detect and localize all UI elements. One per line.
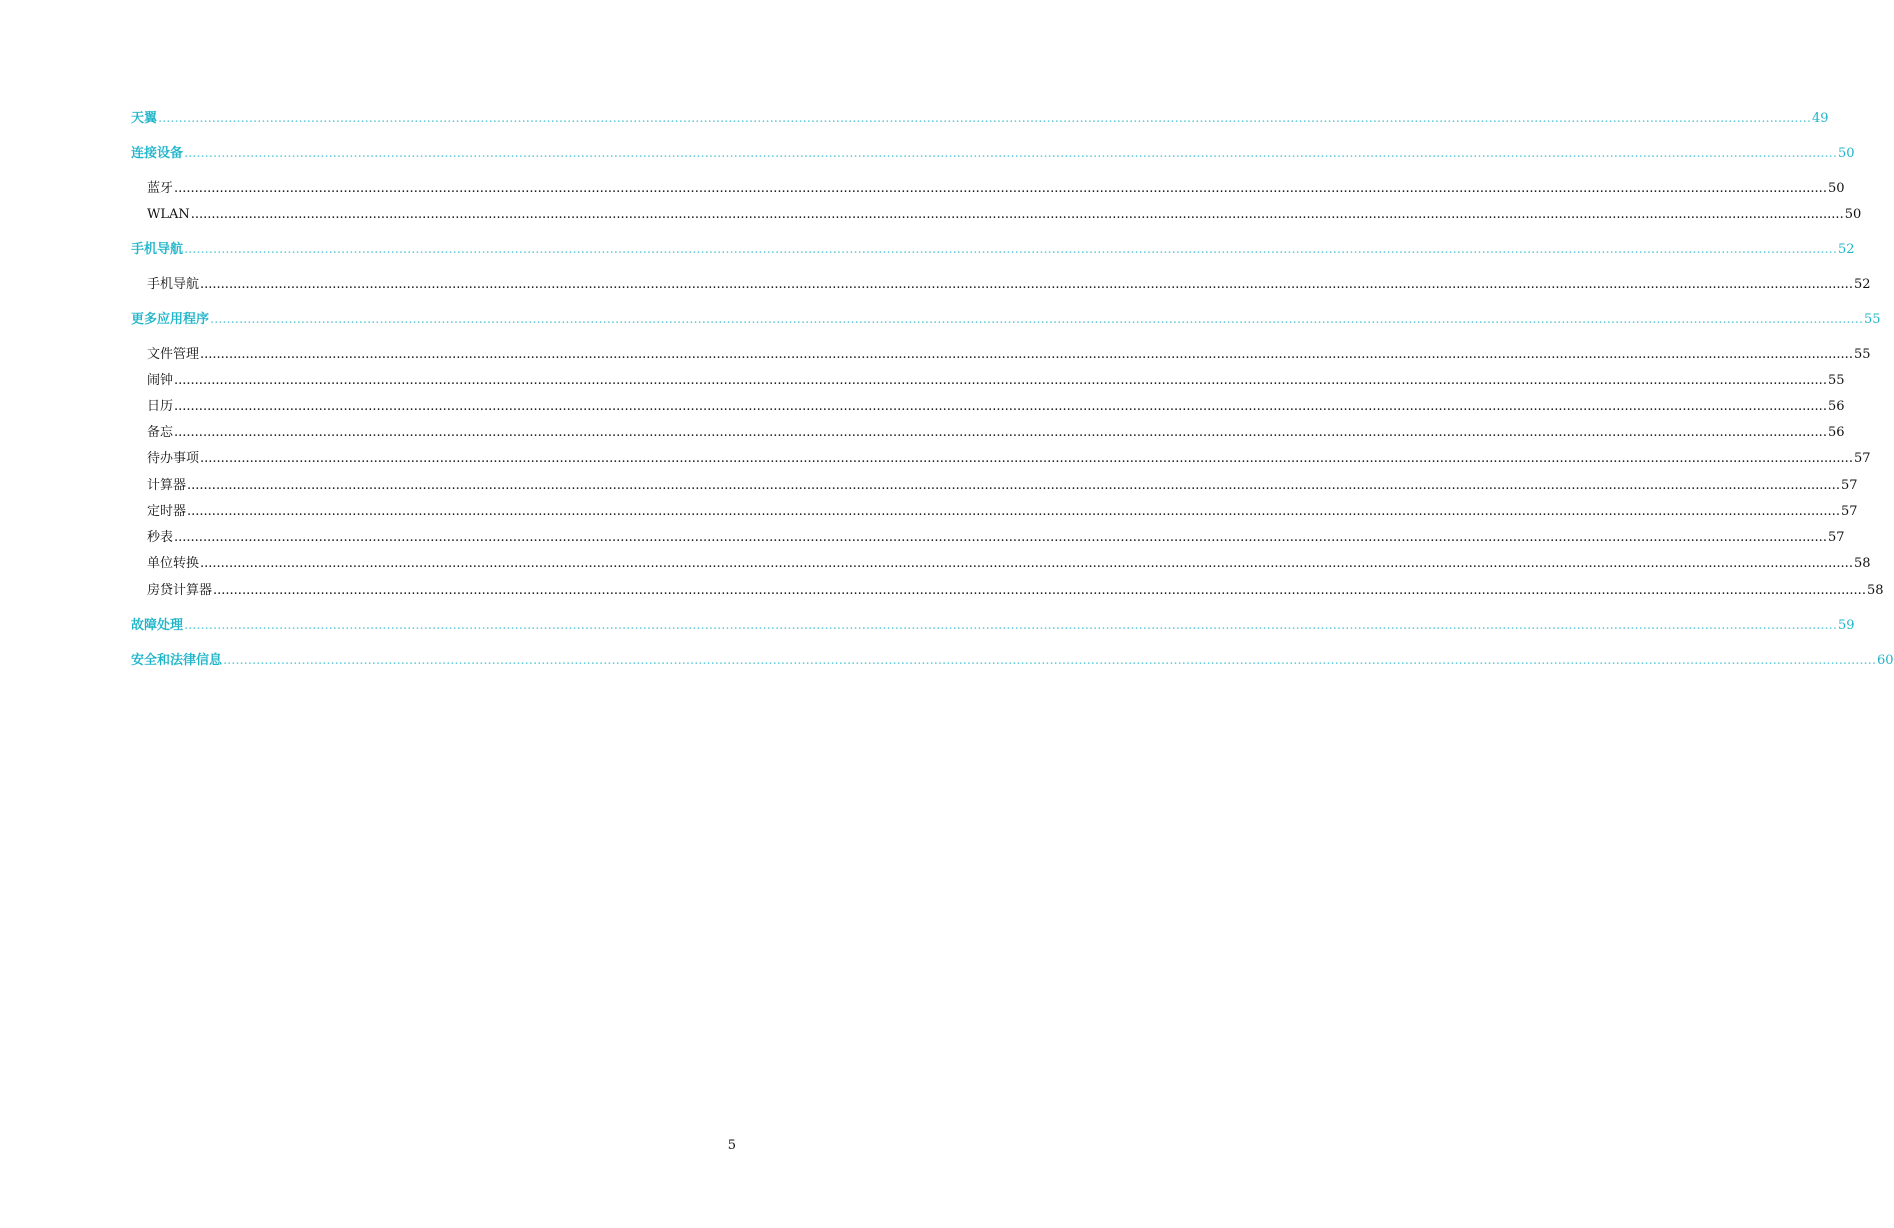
toc-section-entry[interactable]	[131, 312, 1881, 328]
toc-subsection-entry[interactable]	[147, 504, 1858, 520]
toc-dot-leader: ................................................................................................................................................................................................................................................................................................................................................................................................................	[190, 207, 1844, 222]
toc-dot-leader: ................................................................................................................................................................................................................................................................................................................................................................................................................	[187, 504, 1840, 519]
toc-subsection-entry[interactable]	[147, 347, 1871, 363]
toc-dot-leader: ................................................................................................................................................................................................................................................................................................................................................................................................................	[174, 399, 1827, 414]
toc-entry-title: 安全和法律信息	[131, 653, 223, 668]
toc-entry-page: 57	[1853, 451, 1871, 466]
toc-section-entry[interactable]	[131, 618, 1855, 634]
toc-subsection-entry[interactable]	[147, 207, 1862, 223]
toc-entry-page: 52	[1837, 242, 1855, 257]
toc-dot-leader: ................................................................................................................................................................................................................................................................................................................................................................................................................	[184, 146, 1837, 161]
toc-entry-title: 待办事项	[147, 451, 200, 466]
page-number: 5	[727, 1138, 736, 1153]
toc-section-entry[interactable]	[131, 242, 1855, 258]
toc-dot-leader: ................................................................................................................................................................................................................................................................................................................................................................................................................	[187, 478, 1840, 493]
toc-entry-title: 文件管理	[147, 347, 200, 362]
toc-dot-leader: ................................................................................................................................................................................................................................................................................................................................................................................................................	[213, 583, 1866, 598]
toc-entry-title: 连接设备	[131, 146, 184, 161]
toc-dot-leader: ................................................................................................................................................................................................................................................................................................................................................................................................................	[184, 242, 1837, 257]
toc-subsection-entry[interactable]	[147, 277, 1871, 293]
toc-entry-title: 手机导航	[147, 277, 200, 292]
toc-entry-page: 57	[1827, 530, 1845, 545]
toc-subsection-entry[interactable]	[147, 181, 1845, 197]
toc-subsection-entry[interactable]	[147, 583, 1884, 599]
toc-section-entry[interactable]	[131, 653, 1894, 669]
toc-entry-title: 备忘	[147, 425, 174, 440]
toc-dot-leader: ................................................................................................................................................................................................................................................................................................................................................................................................................	[184, 618, 1837, 633]
toc-entry-title: 秒表	[147, 530, 174, 545]
toc-section-entry[interactable]	[131, 111, 1829, 127]
toc-entry-page: 50	[1827, 181, 1845, 196]
toc-entry-page: 56	[1827, 399, 1845, 414]
toc-entry-page: 50	[1844, 207, 1862, 222]
toc-entry-title: 更多应用程序	[131, 312, 210, 327]
toc-entry-page: 49	[1811, 111, 1829, 126]
toc-entry-title: 房贷计算器	[147, 583, 213, 598]
toc-entry-page: 55	[1853, 347, 1871, 362]
toc-entry-page: 59	[1837, 618, 1855, 633]
toc-subsection-entry[interactable]	[147, 399, 1845, 415]
toc-subsection-entry[interactable]	[147, 530, 1845, 546]
toc-entry-title: 故障处理	[131, 618, 184, 633]
toc-section-entry[interactable]	[131, 146, 1855, 162]
toc-entry-page: 58	[1866, 583, 1884, 598]
toc-entry-title: 手机导航	[131, 242, 184, 257]
toc-entry-page: 55	[1827, 373, 1845, 388]
toc-dot-leader: ................................................................................................................................................................................................................................................................................................................................................................................................................	[174, 425, 1827, 440]
toc-dot-leader: ................................................................................................................................................................................................................................................................................................................................................................................................................	[200, 451, 1853, 466]
toc-entry-title: 日历	[147, 399, 174, 414]
toc-entry-page: 52	[1853, 277, 1871, 292]
toc-subsection-entry[interactable]	[147, 425, 1845, 441]
toc-entry-page: 56	[1827, 425, 1845, 440]
toc-entry-page: 57	[1840, 504, 1858, 519]
toc-dot-leader: ................................................................................................................................................................................................................................................................................................................................................................................................................	[200, 556, 1853, 571]
toc-entry-title: 天翼	[131, 111, 158, 126]
toc-entry-title: 定时器	[147, 504, 187, 519]
toc-subsection-entry[interactable]	[147, 373, 1845, 389]
toc-dot-leader: ................................................................................................................................................................................................................................................................................................................................................................................................................	[200, 277, 1853, 292]
toc-subsection-entry[interactable]	[147, 451, 1871, 467]
toc-entry-title: 蓝牙	[147, 181, 174, 196]
toc-dot-leader: ................................................................................................................................................................................................................................................................................................................................................................................................................	[223, 653, 1876, 668]
toc-entry-page: 50	[1837, 146, 1855, 161]
toc-entry-page: 55	[1863, 312, 1881, 327]
toc-subsection-entry[interactable]	[147, 478, 1858, 494]
toc-entry-title: 闹钟	[147, 373, 174, 388]
toc-subsection-entry[interactable]	[147, 556, 1871, 572]
toc-dot-leader: ................................................................................................................................................................................................................................................................................................................................................................................................................	[174, 181, 1827, 196]
toc-dot-leader: ................................................................................................................................................................................................................................................................................................................................................................................................................	[210, 312, 1863, 327]
toc-entry-page: 57	[1840, 478, 1858, 493]
toc-entry-title: 计算器	[147, 478, 187, 493]
toc-dot-leader: ................................................................................................................................................................................................................................................................................................................................................................................................................	[174, 530, 1827, 545]
toc-entry-page: 58	[1853, 556, 1871, 571]
toc-entry-page: 60	[1876, 653, 1894, 668]
toc-dot-leader: ................................................................................................................................................................................................................................................................................................................................................................................................................	[200, 347, 1853, 362]
toc-dot-leader: ................................................................................................................................................................................................................................................................................................................................................................................................................	[174, 373, 1827, 388]
toc-entry-title: WLAN	[147, 207, 190, 222]
toc-entry-title: 单位转换	[147, 556, 200, 571]
toc-dot-leader: ................................................................................................................................................................................................................................................................................................................................................................................................................	[158, 111, 1811, 126]
